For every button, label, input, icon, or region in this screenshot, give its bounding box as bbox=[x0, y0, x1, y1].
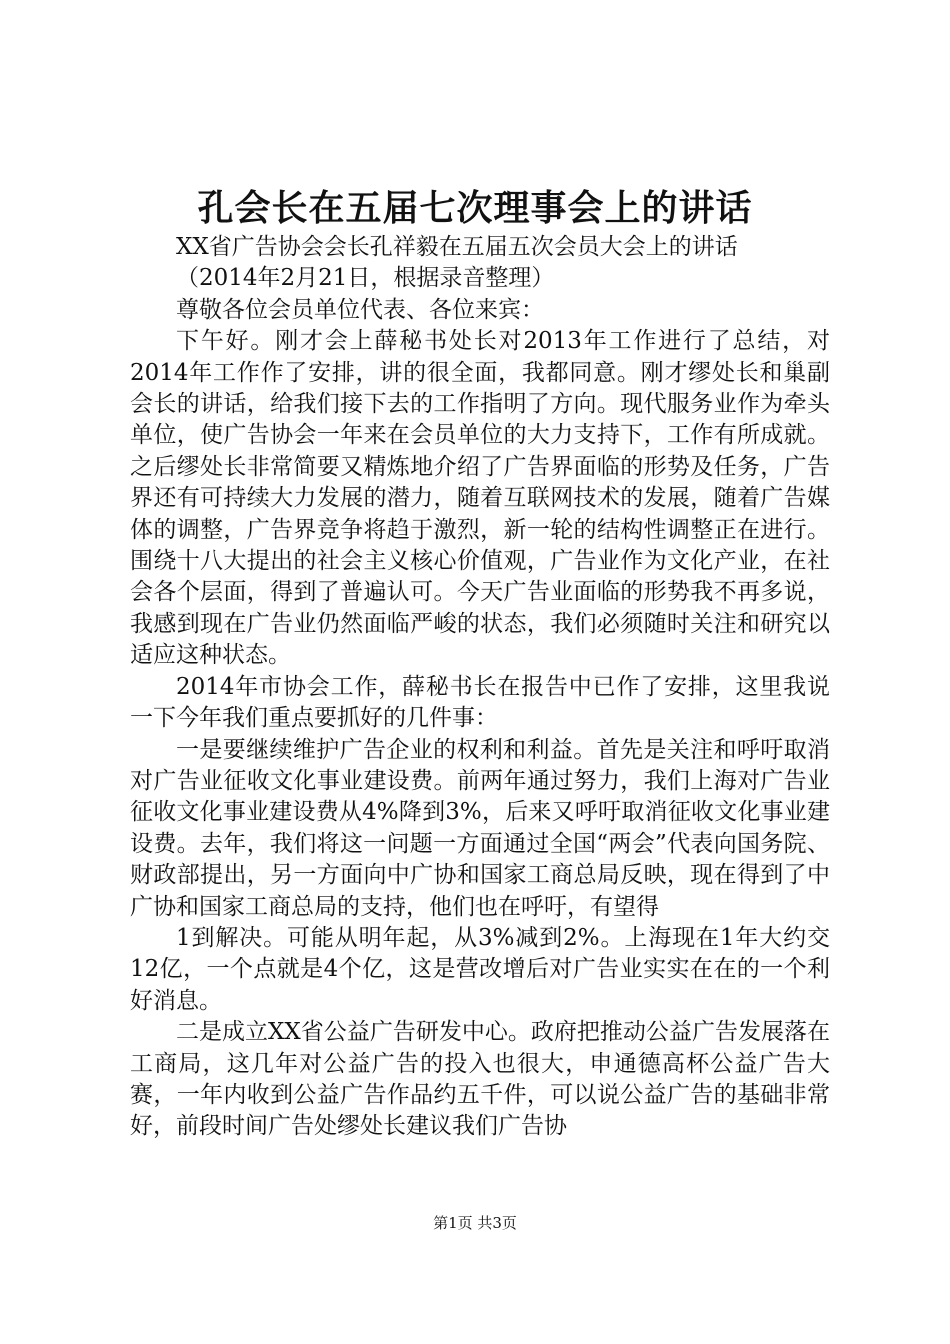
paragraph: 二是成立XX省公益广告研发中心。政府把推动公益广告发展落在工商局，这几年对公益广告的投入也很大，申通德高杯公益广告大赛，一年内收到公益广告作品约五千件，可以说公益广告的基础非常好，前段时间广告处缪处长建议我们广告协 bbox=[130, 1019, 830, 1140]
paragraph: 1到解决。可能从明年起，从3%减到2%。上海现在1年大约交12亿，一个点就是4个亿，这是营改增后对广告业实实在在的一个利好消息。 bbox=[130, 924, 830, 1014]
salutation: 尊敬各位会员单位代表、各位来宾： bbox=[176, 296, 544, 323]
paragraph: 一是要继续维护广告企业的权利和利益。首先是关注和呼吁取消对广告业征收文化事业建设费。前两年通过努力，我们上海对广告业征收文化事业建设费从4%降到3%，后来又呼吁取消征收文化事业建设费。去年，我们将这一问题一方面通过全国“两会”代表向国务院、财政部提出，另一方面向中广协和国家工商总局反映，现在得到了中广协和国家工商总局的支持，他们也在呼吁，有望得 bbox=[130, 736, 830, 920]
paragraph: 下午好。刚才会上薛秘书处长对2013年工作进行了总结，对2014年工作作了安排，讲的很全面，我都同意。刚才缪处长和巢副会长的讲话，给我们接下去的工作指明了方向。现代服务业作为牵头单位，使广告协会一年来在会员单位的大力支持下，工作有所成就。之后缪处长非常简要又精炼地介绍了广告界面临的形势及任务，广告界还有可持续大力发展的潜力，随着互联网技术的发展，随着广告媒体的调整，广告界竞争将趋于激烈，新一轮的结构性调整正在进行。围绕十八大提出的社会主义核心价值观，广告业作为文化产业，在社会各个层面，得到了普遍认可。今天广告业面临的形势我不再多说，我感到现在广告业仍然面临严峻的状态，我们必须随时关注和研究以适应这种状态。 bbox=[130, 328, 830, 669]
page-footer: 第1页 共3页 bbox=[433, 1214, 517, 1232]
subtitle: XX省广告协会会长孔祥毅在五届五次会员大会上的讲话 bbox=[176, 234, 738, 260]
document-body bbox=[130, 232, 830, 1143]
date-note: （2014年2月21日，根据录音整理） bbox=[176, 265, 555, 292]
paragraph: 2014年市协会工作，薛秘书长在报告中已作了安排，这里我说一下今年我们重点要抓好的几件事： bbox=[130, 673, 830, 732]
document-title: 孔会长在五届七次理事会上的讲话 bbox=[197, 187, 753, 229]
